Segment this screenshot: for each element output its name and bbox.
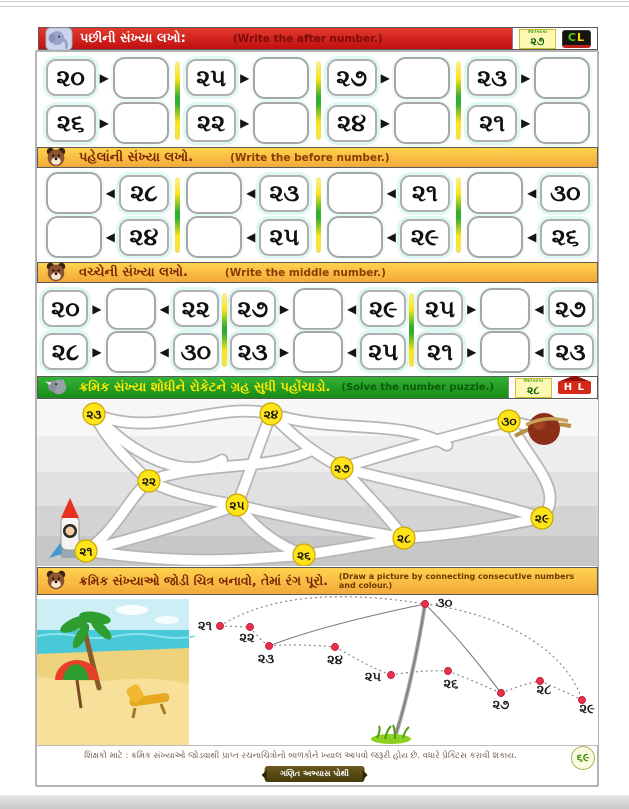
header-title-english: (Draw a picture by connecting consecutive numbers and colour.) <box>338 571 575 590</box>
maze-node-label: ૨૧ <box>79 544 93 559</box>
given-number: ૨૯ <box>400 219 450 256</box>
given-number: ૨૦ <box>42 290 88 327</box>
header-title-gujarati: ક્રમિક સંખ્યાઓ જોડી ચિત્ર બનાવો, તેમાં રંગ પૂરો. <box>79 573 328 588</box>
dot <box>536 677 551 698</box>
header-title-gujarati: પહેલાંની સંખ્યા લખો. <box>79 150 194 165</box>
exercise-cell <box>462 171 597 215</box>
header-title-english: (Solve the number puzzle.) <box>341 382 494 393</box>
dot-label: ૨૮ <box>536 683 552 698</box>
arrow-left-icon: ◀ <box>534 301 544 316</box>
arrow-right-icon: ▶ <box>99 70 109 85</box>
elephant-icon <box>45 26 73 52</box>
exercise-cell <box>181 215 316 259</box>
grass <box>371 725 411 744</box>
dot-label: ૨૩ <box>257 652 275 667</box>
maze-node-label: ૩૦ <box>501 414 517 429</box>
teacher-note: શિક્ષકો માટે : ક્રમિક સંખ્યાઓ જોડવાથી પ્રાપ્ત રચનાચિત્રોનો બાળકોને ખ્યાલ આપવો જરૂરી હોય છે. વધારે પ્રેક્ટિસ કરાવી શકાય. <box>84 751 517 761</box>
arrow-left-icon: ◀ <box>527 186 537 200</box>
section-middle-numbers <box>40 287 596 373</box>
answer-box[interactable] <box>46 216 102 258</box>
header-title-english: (Write the before number.) <box>230 151 390 164</box>
lesson-badge <box>515 378 552 398</box>
arrow-left-icon: ◀ <box>386 230 396 244</box>
mouse-icon <box>44 145 72 171</box>
given-number: ૨૩ <box>259 175 309 212</box>
arrow-left-icon: ◀ <box>346 344 357 359</box>
lesson-badge <box>519 29 556 49</box>
numbered-dots <box>198 596 595 717</box>
answer-box[interactable] <box>467 216 523 258</box>
exercise-cell <box>321 101 456 147</box>
arrow-left-icon: ◀ <box>159 344 169 359</box>
section-after-numbers <box>40 55 596 146</box>
dot-label: ૨૭ <box>492 698 510 713</box>
given-number: ૨૪ <box>327 105 377 142</box>
exercise-cell <box>462 55 597 101</box>
arrow-left-icon: ◀ <box>105 230 115 244</box>
given-number: ૨૮ <box>42 333 88 370</box>
header-title-english: (Write the middle number.) <box>224 266 386 279</box>
arrow-right-icon: ▶ <box>380 116 390 131</box>
arrow-right-icon: ▶ <box>279 344 289 359</box>
answer-box[interactable] <box>293 331 343 373</box>
lesson-badge-label: સ્વાધ્યાય <box>523 378 544 385</box>
answer-box[interactable] <box>253 57 309 99</box>
answer-box[interactable] <box>106 331 156 373</box>
maze-art <box>37 400 598 566</box>
dot-to-dot-art <box>37 596 598 745</box>
dot <box>493 689 510 713</box>
maze-node <box>393 527 415 549</box>
maze-node-label: ૨૮ <box>397 531 411 546</box>
arrow-left-icon: ◀ <box>534 344 544 359</box>
column-divider <box>456 61 461 139</box>
answer-box[interactable] <box>186 216 242 258</box>
header-right-panel <box>508 377 597 398</box>
dot-label: ૨૪ <box>327 653 343 668</box>
arrow-right-icon: ▶ <box>240 70 250 85</box>
arrow-left-icon: ◀ <box>386 186 396 200</box>
exercise-cell <box>40 171 175 215</box>
dot <box>365 670 395 685</box>
maze-node-label: ૨૩ <box>86 407 102 422</box>
given-number: ૨૩ <box>548 333 594 370</box>
answer-box[interactable] <box>480 288 530 330</box>
given-number: ૨૭ <box>327 59 377 96</box>
column-divider <box>222 293 227 367</box>
dot <box>198 619 224 634</box>
given-number: ૨૨ <box>173 290 219 327</box>
maze-node <box>138 470 160 492</box>
answer-box[interactable] <box>186 172 242 214</box>
dot-label: ૨૬ <box>443 677 459 692</box>
dot-label: ૨૨ <box>239 631 255 646</box>
given-number: ૨૫ <box>259 219 309 256</box>
mouse-icon <box>44 568 72 594</box>
arrow-left-icon: ◀ <box>246 186 256 200</box>
column-divider <box>175 177 180 253</box>
maze-node <box>226 494 248 516</box>
header-before-numbers <box>37 147 598 168</box>
maze-canvas <box>37 400 598 566</box>
umbrella-pole <box>395 604 425 737</box>
answer-box[interactable] <box>113 57 169 99</box>
exercise-cell <box>40 55 175 101</box>
exercise-cell <box>415 287 596 330</box>
given-number: ૨૫ <box>186 59 236 96</box>
header-after-numbers <box>38 27 598 50</box>
answer-box[interactable] <box>106 288 156 330</box>
given-number: ૨૩ <box>467 59 517 96</box>
dot-to-dot-canvas <box>37 596 598 745</box>
answer-box[interactable] <box>327 216 383 258</box>
given-number: ૨૫ <box>417 290 463 327</box>
given-number: ૩૦ <box>540 175 590 212</box>
column-divider <box>175 61 180 139</box>
header-title-english: (Write the after number.) <box>232 32 383 45</box>
arrow-right-icon: ▶ <box>521 70 531 85</box>
header-right-panel <box>512 28 597 49</box>
arrow-right-icon: ▶ <box>240 116 250 131</box>
dot-label: ૨૯ <box>579 702 595 717</box>
mouse-icon <box>44 260 72 286</box>
column-divider <box>316 61 321 139</box>
arrow-right-icon: ▶ <box>380 70 390 85</box>
header-dot-to-dot <box>37 567 598 595</box>
lesson-badge-number: ૨૭ <box>530 34 545 48</box>
arrow-right-icon: ▶ <box>521 116 531 131</box>
answer-box[interactable] <box>534 57 590 99</box>
exercise-cell <box>321 215 456 259</box>
given-number: ૨૩ <box>230 333 276 370</box>
exercise-cell <box>321 171 456 215</box>
page-number-badge: ૬૯ <box>571 746 595 770</box>
dot-label: ૨૫ <box>364 670 381 685</box>
exercise-cell <box>181 171 316 215</box>
dot-label: ૨૧ <box>197 619 212 634</box>
lesson-badge-label: સ્વાધ્યાય <box>527 29 548 36</box>
given-number: ૨૨ <box>186 105 236 142</box>
arrow-right-icon: ▶ <box>99 116 109 131</box>
maze-node-label: ૨૯ <box>534 511 550 526</box>
given-number: ૨૧ <box>417 333 463 370</box>
maze-node <box>260 403 282 425</box>
arrow-left-icon: ◀ <box>246 230 256 244</box>
header-number-puzzle <box>37 376 598 399</box>
answer-box[interactable] <box>480 331 530 373</box>
answer-box[interactable] <box>327 172 383 214</box>
maze-node <box>331 457 353 479</box>
given-number: ૨૪ <box>119 219 169 256</box>
answer-box[interactable] <box>46 172 102 214</box>
arrow-left-icon: ◀ <box>105 186 115 200</box>
arrow-right-icon: ▶ <box>92 344 102 359</box>
maze-node <box>531 507 553 529</box>
arrow-left-icon: ◀ <box>527 230 537 244</box>
maze-node <box>83 403 105 425</box>
column-divider <box>316 177 321 253</box>
column-divider <box>409 293 414 367</box>
exercise-cell <box>40 101 175 147</box>
rhino-icon <box>44 375 72 401</box>
maze-node <box>498 410 520 432</box>
given-number: ૨૭ <box>548 290 594 327</box>
arrow-left-icon: ◀ <box>346 301 357 316</box>
exercise-cell <box>415 330 596 373</box>
exercise-cell <box>462 101 597 147</box>
header-title-gujarati: પછીની સંખ્યા લખો: <box>80 31 186 46</box>
maze-node <box>75 540 97 562</box>
exercise-cell <box>462 215 597 259</box>
answer-box[interactable] <box>394 102 450 144</box>
exercise-cell <box>321 55 456 101</box>
answer-box[interactable] <box>113 102 169 144</box>
dot <box>444 667 460 692</box>
exercise-cell <box>40 330 221 373</box>
arrow-right-icon: ▶ <box>279 301 289 316</box>
exercise-cell <box>40 215 175 259</box>
exercise-cell <box>181 55 316 101</box>
exercise-cell <box>40 287 221 330</box>
given-number: ૨૦ <box>46 59 96 96</box>
exercise-cell <box>227 330 408 373</box>
answer-box[interactable] <box>534 102 590 144</box>
maze-node-label: ૨૨ <box>141 474 157 489</box>
exercise-cell <box>181 101 316 147</box>
answer-box[interactable] <box>467 172 523 214</box>
dot-label: ૩૦ <box>436 596 453 611</box>
dot <box>578 696 595 717</box>
page-top-edge <box>0 1 629 2</box>
header-title-gujarati: ક્રમિક સંખ્યા શોધીને રોકેટને ગ્રહ સુધી પહોંચાડો. <box>79 380 331 395</box>
maze-node-label: ૨૭ <box>334 461 350 476</box>
column-divider <box>456 177 461 253</box>
footer-ribbon: ગણિત અભ્યાસ પોથી <box>264 766 365 782</box>
header-title-gujarati: વચ્ચેની સંખ્યા લખો. <box>79 265 188 280</box>
arrow-right-icon: ▶ <box>467 301 477 316</box>
page-top-edge-2 <box>0 6 629 7</box>
hl-logo: H L <box>558 381 591 394</box>
exercise-cell <box>227 287 408 330</box>
cl-logo: CL <box>562 30 591 48</box>
lesson-badge-number: ૨૮ <box>527 383 540 397</box>
answer-box[interactable] <box>253 102 309 144</box>
arrow-left-icon: ◀ <box>159 301 169 316</box>
maze-node-label: ૨૪ <box>263 407 279 422</box>
given-number: ૨૧ <box>400 175 450 212</box>
maze-node-label: ૨૬ <box>297 548 311 563</box>
section-before-numbers <box>40 171 596 259</box>
answer-box[interactable] <box>293 288 343 330</box>
umbrella-outline <box>220 597 582 700</box>
given-number: ૨૫ <box>360 333 406 370</box>
given-number: ૨૬ <box>46 105 96 142</box>
answer-box[interactable] <box>394 57 450 99</box>
arrow-right-icon: ▶ <box>467 344 477 359</box>
given-number: ૨૧ <box>467 105 517 142</box>
page-bottom-edge <box>0 795 629 809</box>
given-number: ૩૦ <box>173 333 219 370</box>
given-number: ૨૮ <box>119 175 169 212</box>
given-number: ૨૯ <box>360 290 406 327</box>
arrow-right-icon: ▶ <box>92 301 102 316</box>
footer-divider <box>37 745 598 746</box>
maze-node-label: ૨૫ <box>229 498 245 513</box>
dot <box>258 642 275 667</box>
umbrella-ribs <box>269 604 501 693</box>
maze-node <box>293 544 315 566</box>
header-middle-numbers <box>37 262 598 283</box>
given-number: ૨૭ <box>230 290 276 327</box>
given-number: ૨૬ <box>540 219 590 256</box>
